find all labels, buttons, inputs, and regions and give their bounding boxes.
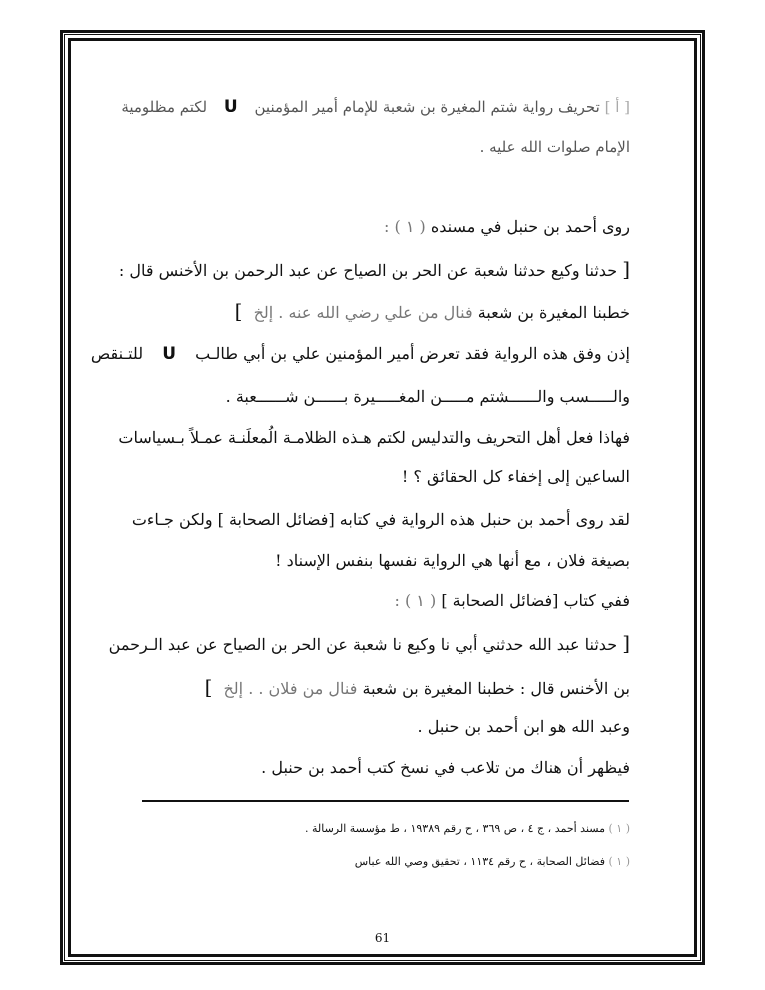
close-bracket: ]	[204, 675, 213, 699]
footnote-ref: ( ١ ) :	[384, 217, 426, 236]
footnote	[135, 822, 630, 835]
honorific-symbol: U	[162, 344, 177, 364]
heading-title: تحريف رواية شتم المغيرة بن شعبة للإمام أمير المؤمنين	[254, 98, 600, 116]
footnote-text: فضائل الصحابة ، ح رقم ١١٣٤ ، تحقيق وصي الله عباس	[354, 855, 605, 868]
paragraph-line: روى أحمد بن حنبل في مسنده ( ١ ) :	[384, 217, 630, 236]
quote-line: خطبنا المغيرة بن شعبة فنال من علي رضي الله عنه . إلخ ]	[234, 299, 630, 323]
paragraph-line: لقد روى أحمد بن حنبل هذه الرواية في كتابه [فضائل الصحابة ] ولكن جـاءت	[131, 510, 630, 529]
quote-line: بن الأخنس قال : خطبنا المغيرة بن شعبة فنال من فلان . . إلخ ]	[204, 675, 630, 699]
paragraph-line: فهاذا فعل أهل التحريف والتدليس لكتم هـذه الظلامـة الُمعلَنـة عمـلاً بـسياسات	[118, 428, 630, 447]
paragraph-line: إذن وفق هذه الرواية فقد تعرض أمير المؤمنين علي بن أبي طالـب U للتـنقص	[90, 344, 630, 364]
footnote	[135, 855, 630, 868]
footnote-separator	[142, 800, 629, 802]
footnote-ref: ( ١ ) :	[394, 591, 437, 610]
honorific-symbol: U	[223, 97, 238, 117]
paragraph-line: الساعين إلى إخفاء كل الحقائق ؟ !	[401, 467, 630, 486]
section-heading-line2: الإمام صلوات الله عليه .	[479, 138, 630, 156]
footnote-number: ( ١ )	[608, 822, 630, 835]
footnote-text: مسند أحمد ، ج ٤ ، ص ٣٦٩ ، ح رقم ١٩٣٨٩ ، ط مؤسسة الرسالة .	[304, 822, 605, 835]
open-bracket: [	[622, 631, 630, 655]
heading-marker: [ أ ]	[604, 98, 630, 116]
section-heading	[121, 96, 630, 118]
quote-line: [ حدثنا عبد الله حدثني أبي نا وكيع نا شعبة عن الحر بن الصياح عن عبد الـرحمن	[108, 631, 630, 655]
paragraph-line: ففي كتاب [فضائل الصحابة ] ( ١ ) :	[394, 591, 630, 610]
paragraph-line: فيظهر أن هناك من تلاعب في نسخ كتب أحمد بن حنبل .	[261, 758, 630, 777]
open-bracket: [	[622, 257, 630, 281]
close-bracket: ]	[234, 299, 243, 323]
quote-line: [ حدثنا وكيع حدثنا شعبة عن الحر بن الصياح عن عبد الرحمن بن الأخنس قال :	[118, 257, 630, 281]
page-number: 61	[374, 931, 391, 945]
footnote-number: ( ١ )	[608, 855, 630, 868]
paragraph-line: والـــــسب والــــــشتم مـــــن المغـــــيرة بــــــن شــــــعبة .	[225, 387, 630, 406]
page-content	[90, 0, 630, 990]
paragraph-line: وعبد الله هو ابن أحمد بن حنبل .	[417, 717, 630, 736]
heading-title-end: لكتم مظلومية	[121, 98, 208, 116]
paragraph-line: بصيغة فلان ، مع أنها هي الرواية نفسها بنفس الإسناد !	[275, 551, 630, 570]
